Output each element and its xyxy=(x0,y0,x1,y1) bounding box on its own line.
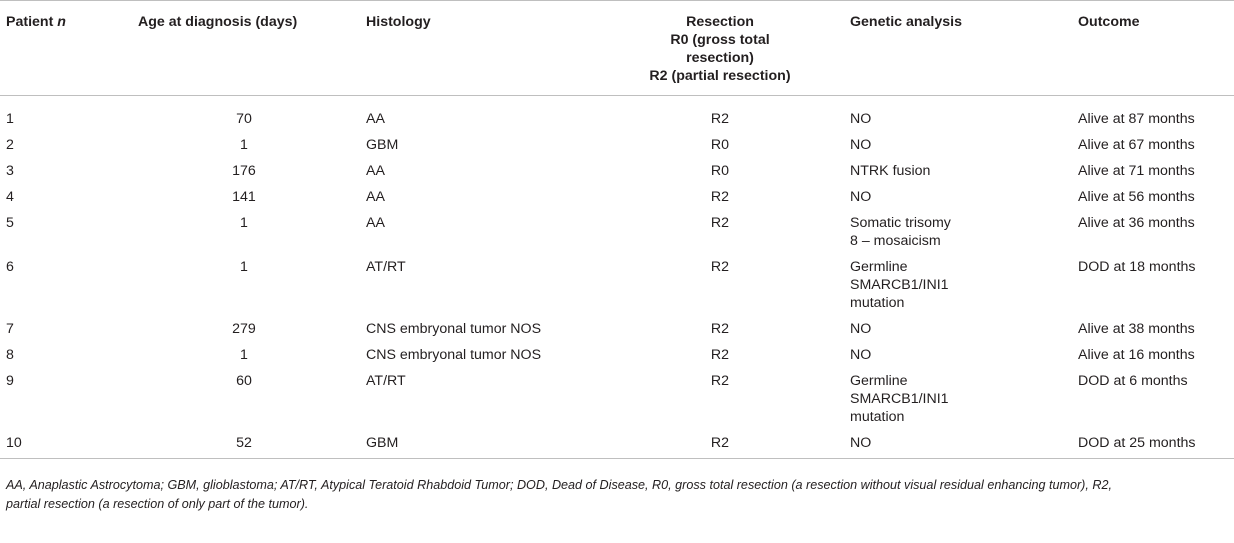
table-header xyxy=(0,1,1234,96)
cell-histology: AA xyxy=(366,163,385,179)
cell-outcome: Alive at 87 months xyxy=(1078,111,1195,127)
cell-histology: AT/RT xyxy=(366,259,406,275)
cell-outcome: Alive at 56 months xyxy=(1078,189,1195,205)
header-resection-line: R2 (partial resection) xyxy=(649,68,791,84)
cell-histology: AA xyxy=(366,189,385,205)
cell-genetic-line: mutation xyxy=(850,409,905,425)
cell-outcome: DOD at 25 months xyxy=(1078,435,1196,451)
header-resection-line: R0 (gross total xyxy=(670,32,770,48)
cell-age: 141 xyxy=(232,189,256,205)
cell-patient-n: 2 xyxy=(6,137,14,153)
cell-outcome: DOD at 6 months xyxy=(1078,373,1188,389)
cell-genetic-line: Somatic trisomy xyxy=(850,215,951,231)
cell-patient-n: 6 xyxy=(6,259,14,275)
cell-resection: R2 xyxy=(710,111,730,127)
cell-patient-n: 10 xyxy=(6,435,22,451)
cell-patient-n: 5 xyxy=(6,215,14,231)
cell-resection: R2 xyxy=(710,215,730,231)
header-resection-line: resection) xyxy=(686,50,754,66)
cell-age: 279 xyxy=(232,321,256,337)
cell-resection: R2 xyxy=(710,347,730,363)
cell-genetic-line: Germline xyxy=(850,373,908,389)
header-genetic: Genetic analysis xyxy=(850,14,962,30)
table-row xyxy=(0,210,1234,254)
cell-genetic-line: mutation xyxy=(850,295,905,311)
cell-genetic xyxy=(842,132,1070,158)
cell-genetic xyxy=(842,316,1070,342)
table-row xyxy=(0,430,1234,459)
cell-histology: GBM xyxy=(366,137,399,153)
cell-age: 176 xyxy=(232,163,256,179)
table-body xyxy=(0,96,1234,459)
cell-genetic xyxy=(842,342,1070,368)
cell-genetic-line: NO xyxy=(850,137,872,153)
table-row xyxy=(0,254,1234,316)
cell-outcome: DOD at 18 months xyxy=(1078,259,1196,275)
header-resection-line: Resection xyxy=(686,14,754,30)
cell-resection: R2 xyxy=(710,321,730,337)
header-histology: Histology xyxy=(366,14,431,30)
table-row xyxy=(0,368,1234,430)
header-age: Age at diagnosis (days) xyxy=(138,14,298,30)
cell-genetic-line: SMARCB1/INI1 xyxy=(850,277,949,293)
cell-outcome: Alive at 16 months xyxy=(1078,347,1195,363)
cell-genetic-line: NTRK fusion xyxy=(850,163,931,179)
cell-age: 1 xyxy=(240,259,248,275)
cell-histology: GBM xyxy=(366,435,399,451)
cell-age: 1 xyxy=(240,215,248,231)
cell-patient-n: 8 xyxy=(6,347,14,363)
cell-histology: CNS embryonal tumor NOS xyxy=(366,321,542,337)
cell-genetic-line: Germline xyxy=(850,259,908,275)
cell-genetic-line: NO xyxy=(850,321,872,337)
header-patient-n: n xyxy=(57,14,66,30)
cell-patient-n: 9 xyxy=(6,373,14,389)
table-row xyxy=(0,96,1234,133)
cell-resection: R2 xyxy=(710,189,730,205)
cell-outcome: Alive at 71 months xyxy=(1078,163,1195,179)
cell-patient-n: 1 xyxy=(6,111,14,127)
cell-patient-n: 4 xyxy=(6,189,14,205)
cell-genetic-line: 8 – mosaicism xyxy=(850,233,941,249)
table-row xyxy=(0,132,1234,158)
cell-age: 1 xyxy=(240,137,248,153)
cell-patient-n: 7 xyxy=(6,321,14,337)
cell-genetic xyxy=(842,254,1070,316)
cell-resection: R0 xyxy=(710,137,730,153)
table-footnote: AA, Anaplastic Astrocytoma; GBM, glioblastoma; AT/RT, Atypical Teratoid Rhabdoid Tumor; DOD, Dead of Disease, R0, gross total resection (a resection without visual residual enhancing tumor), R2, partial resection (a resection of only part of the tumor). xyxy=(6,478,1112,511)
cell-genetic-line: NO xyxy=(850,347,872,363)
header-row xyxy=(0,1,1234,96)
cell-genetic xyxy=(842,210,1070,254)
cell-genetic xyxy=(842,430,1070,459)
cell-age: 1 xyxy=(240,347,248,363)
header-patient-label: Patient xyxy=(6,14,54,30)
cell-patient-n: 3 xyxy=(6,163,14,179)
cell-outcome: Alive at 38 months xyxy=(1078,321,1195,337)
cell-resection: R2 xyxy=(710,373,730,389)
cell-genetic-line: NO xyxy=(850,189,872,205)
header-resection xyxy=(598,1,842,96)
cell-age: 60 xyxy=(236,373,252,389)
cell-histology: AA xyxy=(366,111,385,127)
cell-genetic-line: NO xyxy=(850,435,872,451)
cell-genetic-line: SMARCB1/INI1 xyxy=(850,391,949,407)
cell-resection: R2 xyxy=(710,259,730,275)
cell-histology: AA xyxy=(366,215,385,231)
cell-genetic-line: NO xyxy=(850,111,872,127)
cell-genetic xyxy=(842,368,1070,430)
cell-genetic xyxy=(842,184,1070,210)
cell-age: 52 xyxy=(236,435,252,451)
cell-outcome: Alive at 67 months xyxy=(1078,137,1195,153)
header-outcome: Outcome xyxy=(1078,14,1140,30)
cell-genetic xyxy=(842,96,1070,133)
cell-histology: CNS embryonal tumor NOS xyxy=(366,347,542,363)
cell-histology: AT/RT xyxy=(366,373,406,389)
table-row xyxy=(0,158,1234,184)
table-row xyxy=(0,316,1234,342)
header-patient xyxy=(0,1,130,96)
cell-resection: R2 xyxy=(710,435,730,451)
table-row xyxy=(0,342,1234,368)
table-row xyxy=(0,184,1234,210)
cell-outcome: Alive at 36 months xyxy=(1078,215,1195,231)
cell-resection: R0 xyxy=(710,163,730,179)
cell-age: 70 xyxy=(236,111,252,127)
cell-genetic xyxy=(842,158,1070,184)
